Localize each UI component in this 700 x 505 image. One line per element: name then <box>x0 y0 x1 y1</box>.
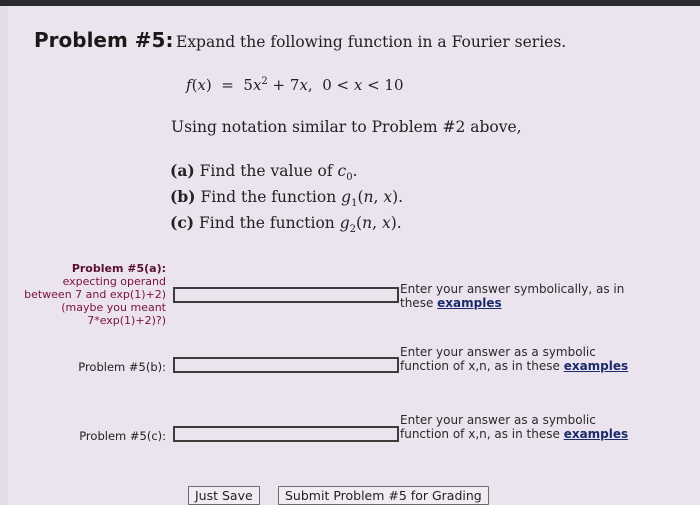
answer-a-error-message: expecting operand between 7 and exp(1)+2) (maybe you meant 7*exp(1)+2)?) <box>24 275 166 327</box>
problem-title: Problem #5: <box>34 28 174 52</box>
function-formula: $f(x) = 5x^2 + 7x$, 0 < x < 10 <box>186 76 404 94</box>
notation-text: Using notation similar to Problem #2 above, <box>171 118 522 136</box>
part-c-label: (c) <box>170 213 195 232</box>
answer-a-hint <box>400 282 630 310</box>
answer-b-hint-text: Enter your answer as a symbolic function of x,n, as in these <box>400 345 596 373</box>
part-c: (c) Find the function $g_2(n$, x). <box>170 213 402 236</box>
answer-a-examples-link[interactable]: examples <box>437 296 502 310</box>
part-a-label: (a) <box>170 161 195 180</box>
part-b: (b) Find the function $g_1(n$, x). <box>170 187 404 210</box>
answer-b-examples-link[interactable]: examples <box>563 359 629 373</box>
answer-c-examples-link[interactable]: examples <box>563 427 629 441</box>
part-a: (a) Find the value of $c_0$. <box>170 161 358 184</box>
problem-description: Expand the following function in a Fourier series. <box>176 33 567 51</box>
answer-b-input[interactable] <box>173 357 399 373</box>
submit-button[interactable]: Submit Problem #5 for Grading <box>278 486 489 505</box>
answer-c-hint-text: Enter your answer as a symbolic function of x,n, as in these <box>400 413 596 441</box>
answer-a-input[interactable] <box>173 287 399 303</box>
answer-b-label: Problem #5(b): <box>78 360 166 374</box>
answer-a-title: Problem #5(a): <box>71 262 166 275</box>
answer-c-hint <box>400 413 630 441</box>
answer-a-label <box>20 262 166 327</box>
answer-b-hint <box>400 345 630 373</box>
answer-a-hint-text: Enter your answer symbolically, as in these <box>400 282 625 310</box>
part-b-label: (b) <box>170 187 196 206</box>
answer-c-input[interactable] <box>173 426 399 442</box>
part-a-text: Find the value of <box>199 162 338 180</box>
part-c-text: Find the function <box>199 214 340 232</box>
answer-c-label: Problem #5(c): <box>79 429 166 443</box>
just-save-button[interactable]: Just Save <box>188 486 260 505</box>
part-b-text: Find the function <box>200 188 342 206</box>
